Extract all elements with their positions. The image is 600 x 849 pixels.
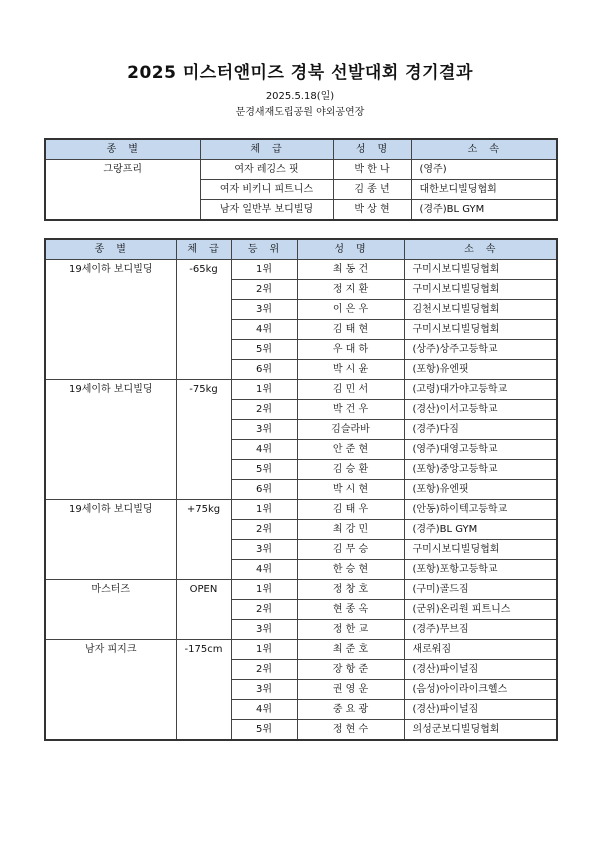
table-row: [45, 520, 557, 540]
name-cell: 최 강 민: [297, 520, 404, 540]
name-cell: 박 건 우: [297, 400, 404, 420]
weight-cell-empty: [176, 680, 231, 700]
rank-cell: 4위: [231, 560, 297, 580]
table-row: [45, 500, 557, 520]
rank-cell: 2위: [231, 600, 297, 620]
category-cell-empty: [45, 320, 176, 340]
name-cell: 김 민 서: [297, 380, 404, 400]
rank-cell: 2위: [231, 520, 297, 540]
name-cell: 김슬라바: [297, 420, 404, 440]
header-weight: 체 급: [176, 239, 231, 260]
name-cell: 김 태 현: [297, 320, 404, 340]
category-cell-empty: [45, 680, 176, 700]
affiliation-cell: (포항)유엔핏: [404, 360, 557, 380]
affiliation-cell: (경산)파이널짐: [404, 660, 557, 680]
category-cell-empty: [45, 700, 176, 720]
name-cell: 김 무 승: [297, 540, 404, 560]
category-cell: 19세이하 보디빌딩: [45, 260, 176, 280]
page-title: 2025 미스터앤미즈 경북 선발대회 경기결과: [127, 63, 473, 83]
grand-prix-table: [44, 138, 558, 221]
table-row: [45, 660, 557, 680]
affiliation-cell: 김천시보디빌딩협회: [404, 300, 557, 320]
table-row: [45, 600, 557, 620]
category-cell-empty: [45, 480, 176, 500]
table-header-row: [45, 239, 557, 260]
name-cell: 이 은 우: [297, 300, 404, 320]
table-row: [45, 680, 557, 700]
category-cell-empty: [45, 560, 176, 580]
header-name: 성 명: [333, 139, 411, 160]
class-cell: 남자 일반부 보디빌딩: [200, 200, 333, 221]
category-cell-empty: [45, 300, 176, 320]
table-row: [45, 540, 557, 560]
affiliation-cell: (경주)BL GYM: [404, 520, 557, 540]
affiliation-cell: (경주)무브짐: [404, 620, 557, 640]
category-cell: 19세이하 보디빌딩: [45, 380, 176, 400]
name-cell: 김 종 년: [333, 180, 411, 200]
category-cell: 남자 피지크: [45, 640, 176, 660]
weight-cell-empty: [176, 520, 231, 540]
rank-cell: 2위: [231, 660, 297, 680]
name-cell: 박 상 현: [333, 200, 411, 221]
name-cell: 안 준 현: [297, 440, 404, 460]
weight-cell-empty: [176, 620, 231, 640]
table-row: [45, 700, 557, 720]
affiliation-cell: (구미)골드짐: [404, 580, 557, 600]
category-cell-empty: [45, 460, 176, 480]
weight-cell-empty: [176, 660, 231, 680]
rank-cell: 3위: [231, 620, 297, 640]
rank-cell: 5위: [231, 340, 297, 360]
table-row: [45, 200, 557, 221]
rank-cell: 5위: [231, 720, 297, 741]
name-cell: 우 대 하: [297, 340, 404, 360]
event-date: 2025.5.18(일): [265, 91, 335, 102]
table-row: [45, 180, 557, 200]
name-cell: 김 승 환: [297, 460, 404, 480]
weight-cell: -75kg: [176, 380, 231, 400]
header-affiliation: 소 속: [404, 239, 557, 260]
category-cell-empty: [45, 720, 176, 741]
affiliation-cell: (군위)온리원 피트니스: [404, 600, 557, 620]
category-cell: 마스터즈: [45, 580, 176, 600]
category-cell-empty: [45, 400, 176, 420]
affiliation-cell: (고령)대가야고등학교: [404, 380, 557, 400]
header-name: 성 명: [297, 239, 404, 260]
weight-cell-empty: [176, 560, 231, 580]
table-row: [45, 380, 557, 400]
name-cell: 정 현 수: [297, 720, 404, 741]
table-row: [45, 460, 557, 480]
rank-cell: 6위: [231, 480, 297, 500]
category-cell: 그랑프리: [45, 160, 200, 180]
affiliation-cell: (상주)상주고등학교: [404, 340, 557, 360]
name-cell: 김 태 우: [297, 500, 404, 520]
table-row: [45, 400, 557, 420]
name-cell: 박 시 윤: [297, 360, 404, 380]
weight-cell-empty: [176, 700, 231, 720]
table-row: [45, 560, 557, 580]
weight-cell-empty: [176, 400, 231, 420]
rank-cell: 1위: [231, 580, 297, 600]
weight-cell-empty: [176, 420, 231, 440]
weight-cell-empty: [176, 600, 231, 620]
rank-cell: 1위: [231, 260, 297, 280]
rank-cell: 1위: [231, 380, 297, 400]
name-cell: 정 지 환: [297, 280, 404, 300]
table-row: [45, 420, 557, 440]
affiliation-cell: 구미시보디빌딩협회: [404, 260, 557, 280]
weight-cell: OPEN: [176, 580, 231, 600]
rank-cell: 6위: [231, 360, 297, 380]
category-cell-empty: [45, 340, 176, 360]
weight-cell-empty: [176, 540, 231, 560]
name-cell: 최 준 호: [297, 640, 404, 660]
name-cell: 중 요 광: [297, 700, 404, 720]
affiliation-cell: 새로워짐: [404, 640, 557, 660]
name-cell: 박 시 현: [297, 480, 404, 500]
affiliation-cell: 대한보디빌딩협회: [411, 180, 557, 200]
affiliation-cell: (포항)포항고등학교: [404, 560, 557, 580]
table-row: [45, 360, 557, 380]
weight-cell-empty: [176, 320, 231, 340]
category-cell: 19세이하 보디빌딩: [45, 500, 176, 520]
table-row: [45, 440, 557, 460]
name-cell: 최 동 건: [297, 260, 404, 280]
name-cell: 현 종 옥: [297, 600, 404, 620]
weight-cell-empty: [176, 480, 231, 500]
table-row: [45, 620, 557, 640]
rank-cell: 3위: [231, 540, 297, 560]
category-cell-empty: [45, 280, 176, 300]
table-row: [45, 480, 557, 500]
affiliation-cell: (경주)다짐: [404, 420, 557, 440]
affiliation-cell: (포항)중앙고등학교: [404, 460, 557, 480]
category-cell-empty: [45, 180, 200, 200]
table-row: [45, 580, 557, 600]
rank-cell: 5위: [231, 460, 297, 480]
affiliation-cell: 구미시보디빌딩협회: [404, 280, 557, 300]
weight-cell-empty: [176, 280, 231, 300]
name-cell: 정 한 교: [297, 620, 404, 640]
category-cell-empty: [45, 620, 176, 640]
weight-cell-empty: [176, 360, 231, 380]
category-cell-empty: [45, 600, 176, 620]
rank-cell: 2위: [231, 280, 297, 300]
name-cell: 박 한 나: [333, 160, 411, 180]
table-row: [45, 280, 557, 300]
affiliation-cell: 구미시보디빌딩협회: [404, 320, 557, 340]
affiliation-cell: 구미시보디빌딩협회: [404, 540, 557, 560]
table-row: [45, 300, 557, 320]
rank-cell: 3위: [231, 680, 297, 700]
affiliation-cell: (영주): [411, 160, 557, 180]
header-class: 체 급: [200, 139, 333, 160]
rank-cell: 2위: [231, 400, 297, 420]
affiliation-cell: (경주)BL GYM: [411, 200, 557, 221]
category-cell-empty: [45, 540, 176, 560]
table-row: [45, 160, 557, 180]
header-category: 종 별: [45, 139, 200, 160]
rank-cell: 3위: [231, 300, 297, 320]
weight-cell-empty: [176, 460, 231, 480]
category-cell-empty: [45, 200, 200, 221]
category-cell-empty: [45, 660, 176, 680]
class-cell: 여자 비키니 피트니스: [200, 180, 333, 200]
rank-cell: 1위: [231, 500, 297, 520]
table-header-row: [45, 139, 557, 160]
weight-cell-empty: [176, 720, 231, 741]
rank-cell: 4위: [231, 440, 297, 460]
name-cell: 장 항 준: [297, 660, 404, 680]
affiliation-cell: (경산)파이널짐: [404, 700, 557, 720]
affiliation-cell: (안동)하이텍고등학교: [404, 500, 557, 520]
class-cell: 여자 레깅스 핏: [200, 160, 333, 180]
header-affiliation: 소 속: [411, 139, 557, 160]
table-row: [45, 640, 557, 660]
affiliation-cell: (경산)이서고등학교: [404, 400, 557, 420]
weight-cell-empty: [176, 300, 231, 320]
table-row: [45, 320, 557, 340]
rank-cell: 1위: [231, 640, 297, 660]
results-body: [45, 260, 557, 741]
table-row: [45, 260, 557, 280]
weight-cell-empty: [176, 440, 231, 460]
weight-cell: -65kg: [176, 260, 231, 280]
rank-cell: 4위: [231, 700, 297, 720]
weight-cell: -175cm: [176, 640, 231, 660]
name-cell: 정 창 호: [297, 580, 404, 600]
affiliation-cell: (음성)아이라이크헬스: [404, 680, 557, 700]
category-cell-empty: [45, 440, 176, 460]
results-table: [44, 238, 558, 741]
affiliation-cell: (영주)대영고등학교: [404, 440, 557, 460]
rank-cell: 4위: [231, 320, 297, 340]
header-category: 종 별: [45, 239, 176, 260]
header-rank: 등 위: [231, 239, 297, 260]
category-cell-empty: [45, 520, 176, 540]
rank-cell: 3위: [231, 420, 297, 440]
affiliation-cell: (포항)유엔핏: [404, 480, 557, 500]
category-cell-empty: [45, 420, 176, 440]
name-cell: 한 승 현: [297, 560, 404, 580]
weight-cell-empty: [176, 340, 231, 360]
name-cell: 권 영 운: [297, 680, 404, 700]
table-row: [45, 340, 557, 360]
category-cell-empty: [45, 360, 176, 380]
weight-cell: +75kg: [176, 500, 231, 520]
table-row: [45, 720, 557, 741]
event-venue: 문경새재도립공원 야외공연장: [235, 107, 365, 118]
affiliation-cell: 의성군보디빌딩협회: [404, 720, 557, 741]
